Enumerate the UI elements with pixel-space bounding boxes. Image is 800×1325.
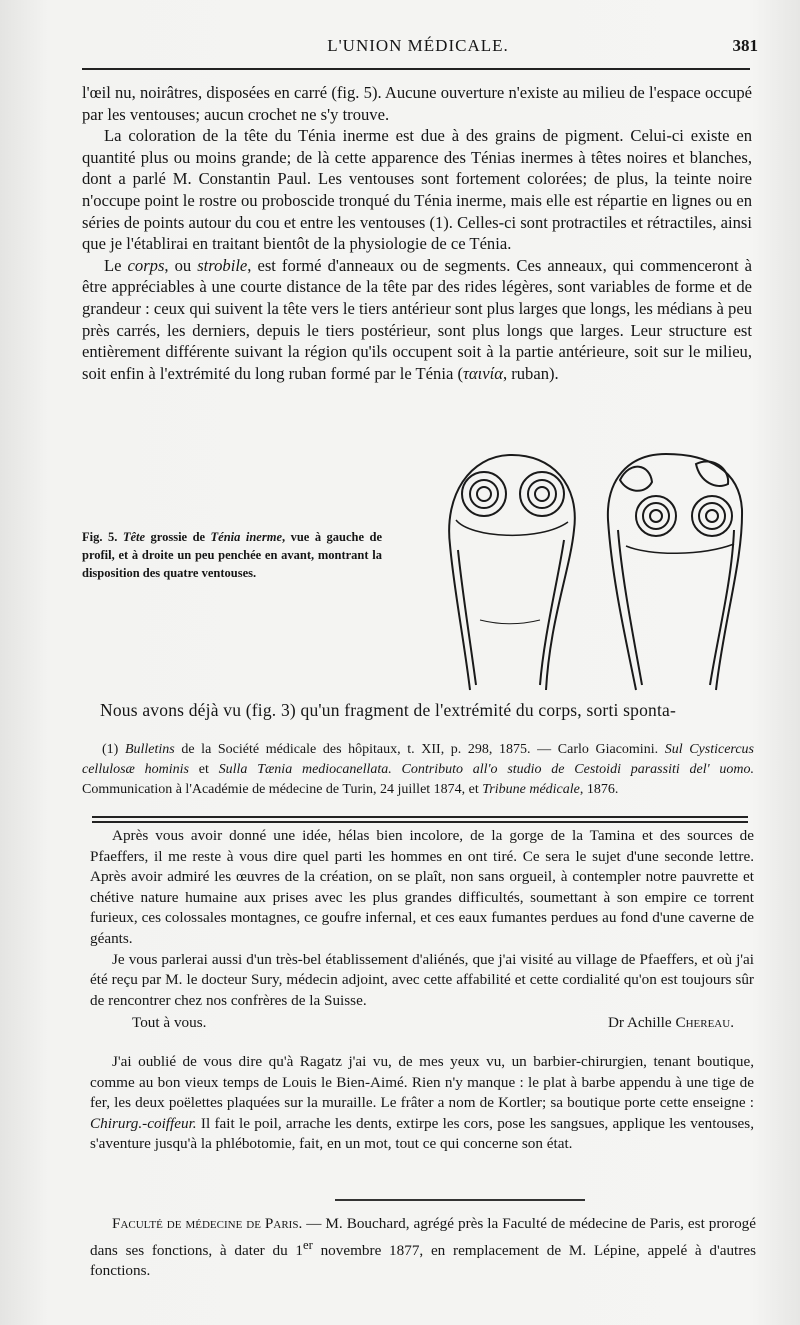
notice-title: Faculté de médecine de Paris. [112,1215,303,1232]
page-header [78,34,758,62]
paragraph-1: l'œil nu, noirâtres, disposées en carré (fig. 5). Aucune ouverture n'existe au milieu de l'espace occupé par les ventouses; aucun crochet ne s'y trouve. [82,83,752,124]
notice-rule [335,1199,585,1201]
postscript: J'ai oublié de vous dire qu'à Ragatz j'ai vu, de mes yeux vu, un barbier-chirurgien, tenant boutique, comme au bon vieux temps de Louis le Bien-Aimé. Rien n'y manque : le plat à barbe appendu à une tige de fer, les deux poëlettes plaquées sur la muraille. Le frâter a nom de Kortler; sa boutique porte cette enseigne : Chirurg.-coiffeur. Il fait le poil, arrache les dents, extirpe les cors, pose les sangsues, applique les ventouses, s'aventure jusqu'à la phlébotomie, fait, en un mot, tout ce qui concerne son état. [90,1053,754,1153]
greek-word: ταινία [462,363,503,383]
section-rule-1 [92,816,748,818]
tenia-head-illustration [440,450,760,712]
paragraph-2: La coloration de la tête du Ténia inerme est due à des grains de pigment. Celui-ci existe en quantité plus ou moins grande; de là cette apparence des Ténias inermes à têtes noires et blanches, dont a parlé M. Constantin Paul. Les ventouses sont fortement colorées; de plus, la teinte noire n'occupe point le rostre ou proboscide tronqué du Ténia inerme, mais elle est répartie en lignes ou en séries de points autour du cou et entre les ventouses (1). Celles-ci sont protractiles et rétractiles, ainsi que je l'établirai en traitant bientôt de la physiologie de ce Ténia. [82,126,752,254]
letter-paragraph-1: Après vous avoir donné une idée, hélas bien incolore, de la gorge de la Tamina et des sources de Pfaeffers, il me reste à vous dire quel parti les hommes en ont tiré. Ce sera le sujet d'une seconde lettre. Après avoir admiré les œuvres de la création, on se plaît, non sans orgueil, à contempler notre pauvrette et chétive nature humaine aux prises avec les plus grandes difficultés, soumettant à son empire ce torrent furieux, ces colossales montagnes, ce goufre infernal, et ces eaux fumantes perdues au fond d'une caverne de géants. [90,827,754,947]
figure-caption: Fig. 5. Tête grossie de Ténia inerme, vue à gauche de profil, et à droite un peu penchée en avant, montrant la disposition des quatre ventouses. [82,530,383,580]
section-rule-2 [92,821,748,823]
figure-label: Fig. 5. [82,530,118,544]
continuation-line: Nous avons déjà vu (fig. 3) qu'un fragment de l'extrémité du corps, sorti sponta- [100,700,677,720]
signature-line [90,1013,754,1035]
front-head-right [608,454,742,690]
term-corps: corps [127,255,165,275]
running-title: L'UNION MÉDICALE. [327,36,509,55]
main-text [82,82,752,384]
closing: Tout à vous. [132,1014,207,1032]
term-strobile: strobile [197,255,248,275]
paragraph-3: Le corps, ou strobile, est formé d'anneaux ou de segments. Ces anneaux, qui commenceront à être appréciables à une courte distance de la tête par des rides légères, sont variables de forme et de grandeur : ceux qui suivent la tête vers le tiers antérieur sont plus larges que longs, les médians à peu près carrés, les derniers, depuis le tiers postérieur, sont plus longs que larges. Leur structure est entièrement différente suivant la région qu'ils occupent soit à la partie antérieure, soit sur le milieu, soit enfin à l'extrémité du long ruban formé par le Ténia (ταινία, ruban). [82,255,752,383]
page-number: 381 [732,36,758,55]
signature: Dr Achille Chereau. [607,1014,734,1032]
tenia-head-figure [440,450,760,712]
letter-paragraph-2: Je vous parlerai aussi d'un très-bel établissement d'aliénés, que j'ai visité au village de Pfaeffers, et où j'ai été reçu par M. le docteur Sury, médecin adjoint, avec cette affabilité et cette cordialité qu'on est toujours sûr de rencontrer chez nos confrères de la Suisse. [90,950,754,1009]
header-rule [82,68,750,70]
profile-head-left [449,455,575,690]
letter-section [90,826,754,1035]
footnote: (1) Bulletins de la Société médicale des hôpitaux, t. XII, p. 298, 1875. — Carlo Giacomini. Sul Cysticercus cellulosæ hominis et Sulla Tænia mediocanellata. Contributo all'o studio de Cestoidi parassiti del' uomo. Communication à l'Académie de médecine de Turin, 24 juillet 1874, et Tribune médicale, 1876. [82,742,755,797]
faculty-notice: Faculté de médecine de Paris. — M. Bouchard, agrégé près la Faculté de médecine de Paris, est prorogé dans ses fonctions, à dater du 1er novembre 1877, en remplacement de M. Lépine, appelé à d'autres fonctions. [90,1215,757,1280]
